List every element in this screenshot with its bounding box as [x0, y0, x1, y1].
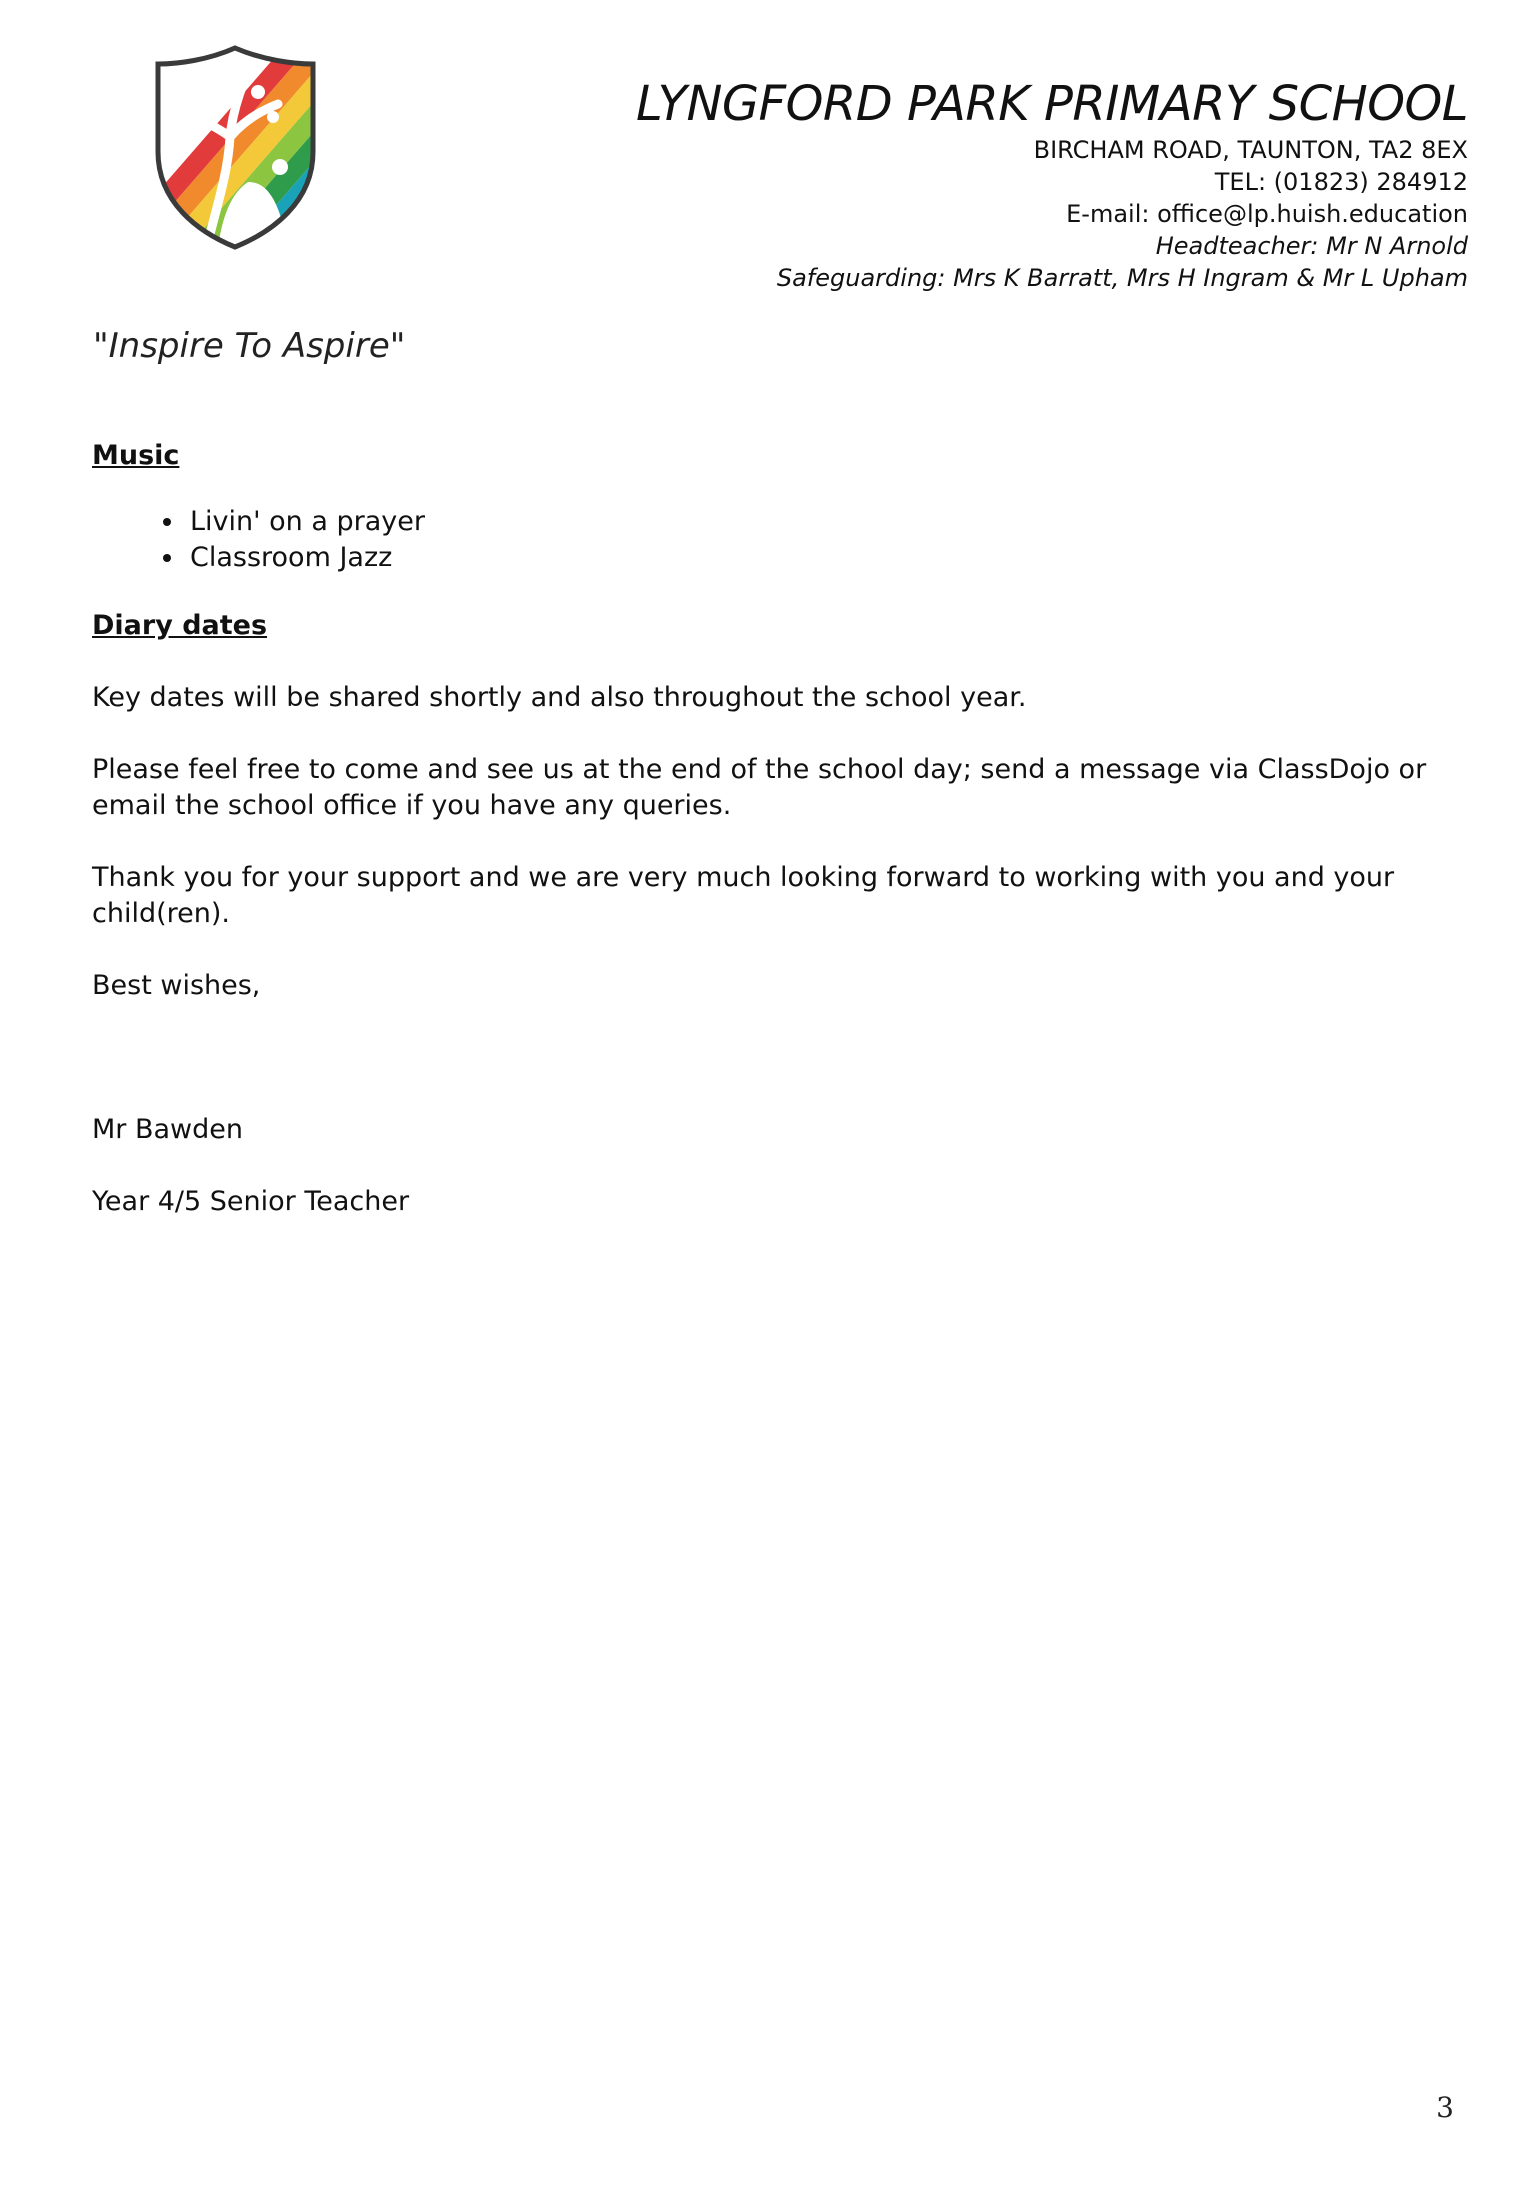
school-motto: "Inspire To Aspire"	[93, 326, 406, 366]
paragraph-key-dates: Key dates will be shared shortly and also throughout the school year.	[92, 682, 1027, 713]
music-heading: Music	[92, 440, 180, 471]
diary-dates-heading: Diary dates	[92, 610, 268, 641]
school-telephone: TEL: (01823) 284912	[1214, 168, 1468, 196]
list-item: • Classroom Jazz	[186, 540, 1472, 576]
school-email: E-mail: office@lp.huish.education	[1066, 200, 1468, 228]
page-number: 3	[1436, 2091, 1454, 2124]
school-address: BIRCHAM ROAD, TAUNTON, TA2 8EX	[1033, 136, 1468, 164]
letter-body	[92, 438, 1472, 1256]
signature-space	[92, 1040, 1472, 1112]
signoff: Best wishes,	[92, 970, 261, 1001]
paragraph-contact: Please feel free to come and see us at the end of the school day; send a message via ClassDojo or email the school office if you have any queries.	[92, 754, 1427, 821]
paragraph-thanks: Thank you for your support and we are very much looking forward to working with you and your child(ren).	[92, 862, 1395, 929]
safeguarding-line: Safeguarding: Mrs K Barratt, Mrs H Ingram & Mr L Upham	[776, 264, 1468, 292]
signature-name: Mr Bawden	[92, 1114, 243, 1145]
music-list	[92, 504, 1472, 576]
school-crest-logo	[148, 42, 323, 252]
signature-role: Year 4/5 Senior Teacher	[92, 1186, 410, 1217]
headteacher-line: Headteacher: Mr N Arnold	[1155, 232, 1468, 260]
letterhead	[468, 74, 1468, 294]
school-name: LYNGFORD PARK PRIMARY SCHOOL	[635, 76, 1468, 132]
list-item: • Livin' on a prayer	[186, 504, 1472, 540]
